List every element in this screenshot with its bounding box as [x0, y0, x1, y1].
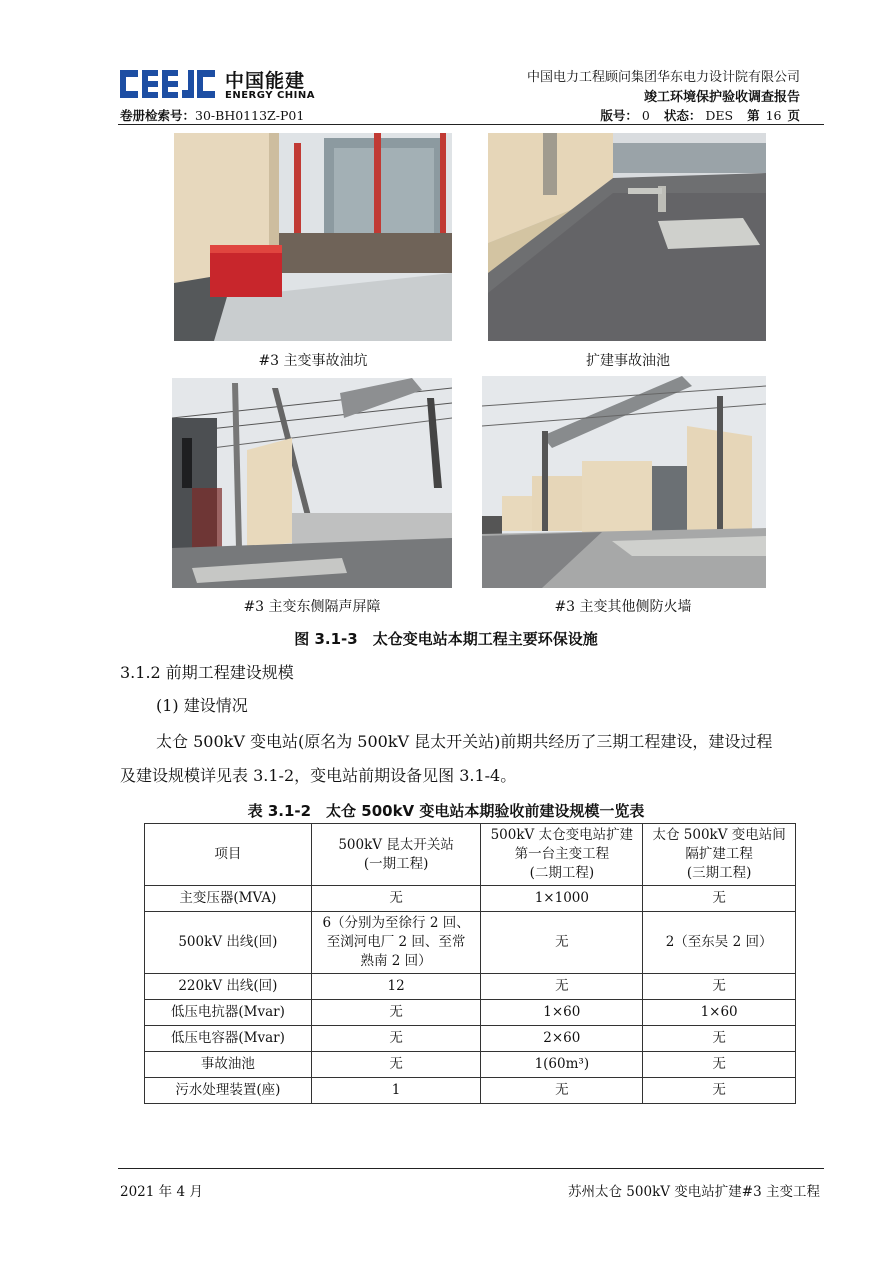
table-cell: 事故油池: [145, 1052, 312, 1078]
caption-oil-pool: 扩建事故油池: [586, 353, 670, 369]
scale-table: [144, 823, 796, 1104]
table-cell: 无: [643, 886, 796, 912]
figure-caption: 图 3.1-3 太仓变电站本期工程主要环保设施: [294, 630, 598, 648]
company-name: 中国电力工程顾问集团华东电力设计院有限公司: [526, 70, 800, 85]
caption-oil-pit: #3 主变事故油坑: [258, 353, 368, 369]
table-cell: 220kV 出线(回): [145, 974, 312, 1000]
index-value: 30-BH0113Z-P01: [195, 108, 305, 123]
caption-fire-wall: #3 主变其他侧防火墙: [554, 599, 692, 615]
table-cell: 1(60m³): [481, 1052, 643, 1078]
version-label: 版号：: [600, 108, 638, 123]
photo-fire-wall: [482, 376, 766, 588]
photo-noise-barrier: [172, 378, 452, 588]
version-value: 0: [641, 108, 650, 123]
table-cell: 无: [643, 1026, 796, 1052]
caption-noise-barrier: #3 主变东侧隔声屏障: [243, 599, 381, 615]
table-cell: 无: [643, 1078, 796, 1104]
footer-rule: [118, 1168, 824, 1169]
table-cell: 1: [311, 1078, 481, 1104]
footer-date: 2021 年 4 月: [120, 1184, 203, 1200]
status-value: DES: [705, 108, 734, 123]
page-number: 16: [765, 108, 782, 123]
table-cell: 无: [311, 1000, 481, 1026]
section-heading: 3.1.2 前期工程建设规模: [120, 663, 294, 682]
table-cell: 2（至东吴 2 回）: [643, 912, 796, 974]
table-cell: 1×1000: [481, 886, 643, 912]
table-cell: 无: [643, 1052, 796, 1078]
page-suffix: 页: [787, 108, 800, 123]
table-cell: 无: [311, 886, 481, 912]
report-title: 竣工环境保护验收调查报告: [643, 90, 800, 105]
status-label: 状态：: [663, 108, 702, 123]
table-cell: 无: [481, 974, 643, 1000]
table-cell: 污水处理装置(座): [145, 1078, 312, 1104]
table-row: [145, 912, 796, 974]
table-row: [145, 1052, 796, 1078]
table-cell: 12: [311, 974, 481, 1000]
table-cell: 2×60: [481, 1026, 643, 1052]
table-title: 表 3.1-2 太仓 500kV 变电站本期验收前建设规模一览表: [247, 802, 645, 820]
table-cell: 6（分别为至徐行 2 回、 至浏河电厂 2 回、至常 熟南 2 回）: [311, 912, 481, 974]
table-cell: 低压电容器(Mvar): [145, 1026, 312, 1052]
header-rule: [118, 124, 824, 125]
table-cell: 无: [311, 1026, 481, 1052]
table-row: [145, 974, 796, 1000]
table-cell: 1×60: [643, 1000, 796, 1026]
photo-oil-pit: [174, 133, 452, 341]
table-row: [145, 1000, 796, 1026]
footer-project: 苏州太仓 500kV 变电站扩建#3 主变工程: [568, 1184, 820, 1200]
table-cell: 无: [481, 912, 643, 974]
table-cell: 1×60: [481, 1000, 643, 1026]
index-label: 卷册检索号：: [120, 108, 196, 123]
table-header-cell: 500kV 太仓变电站扩建 第一台主变工程 (二期工程): [481, 824, 643, 886]
table-cell: 500kV 出线(回): [145, 912, 312, 974]
section-subheading: (1) 建设情况: [156, 696, 248, 715]
table-header-cell: 项目: [145, 824, 312, 886]
table-row: [145, 1026, 796, 1052]
table-cell: 低压电抗器(Mvar): [145, 1000, 312, 1026]
volume-index: [120, 106, 304, 124]
photo-oil-pool: [488, 133, 766, 341]
table-cell: 无: [481, 1078, 643, 1104]
table-cell: 无: [643, 974, 796, 1000]
table-cell: 无: [311, 1052, 481, 1078]
logo-chinese-name: 中国能建: [225, 70, 306, 92]
paragraph-line-2: 及建设规模详见表 3.1-2，变电站前期设备见图 3.1-4。: [120, 766, 517, 785]
table-header-cell: 500kV 昆太开关站 (一期工程): [311, 824, 481, 886]
table-cell: 主变压器(MVA): [145, 886, 312, 912]
version-info: [596, 106, 800, 124]
table-row: [145, 886, 796, 912]
table-row: [145, 1078, 796, 1104]
ceec-logo-icon: [120, 68, 215, 100]
logo-english-name: ENERGY CHINA: [225, 90, 315, 101]
paragraph-line-1: 太仓 500kV 变电站(原名为 500kV 昆太开关站)前期共经历了三期工程建设，建设过程: [156, 732, 773, 751]
page-prefix: 第: [747, 108, 760, 123]
table-header-cell: 太仓 500kV 变电站间 隔扩建工程 (三期工程): [643, 824, 796, 886]
